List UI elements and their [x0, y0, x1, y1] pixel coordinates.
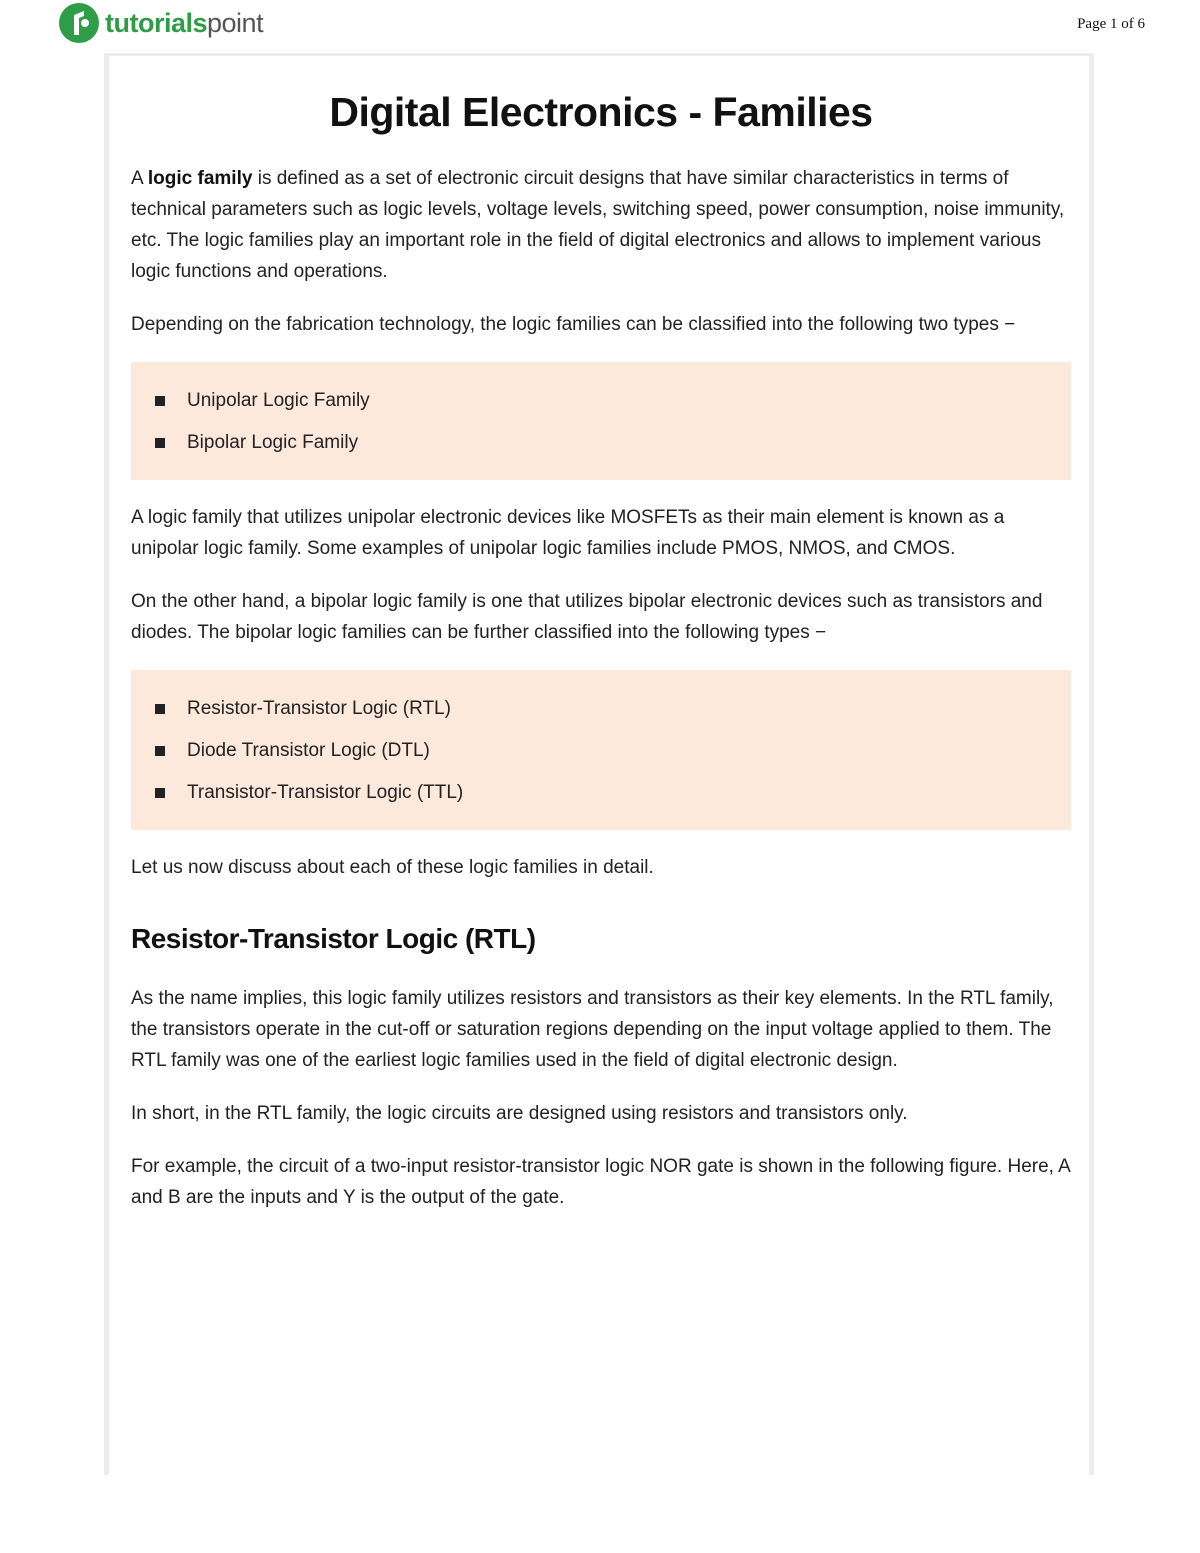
list-item [155, 772, 1071, 814]
rtl-paragraph-2: In short, in the RTL family, the logic circuits are designed using resistors and transistors only. [131, 1103, 908, 1124]
types-list-box [131, 362, 1071, 480]
rtl-paragraph-3: For example, the circuit of a two-input resistor-transistor logic NOR gate is shown in the following figure. Here, A and B are the inputs and Y is the output of the gate. [131, 1156, 1070, 1208]
page-number: Page 1 of 6 [1077, 16, 1145, 32]
types-list [155, 380, 1071, 464]
list-item-label: Diode Transistor Logic (DTL) [187, 740, 430, 761]
intro-rest: is defined as a set of electronic circuit designs that have similar characteristics in terms of technical parameters such as logic levels, voltage levels, switching speed, power consumption, noise immunity, etc. The logic families play an important role in the field of digital electronics and allows to implement various logic functions and operations. [131, 168, 1065, 282]
unipolar-paragraph: A logic family that utilizes unipolar electronic devices like MOSFETs as their main element is known as a unipolar logic family. Some examples of unipolar logic families include PMOS, NMOS, and CMOS. [131, 507, 1005, 559]
square-bullet-icon [155, 396, 165, 406]
tutorialspoint-logo[interactable] [58, 2, 263, 44]
square-bullet-icon [155, 704, 165, 714]
article-title: Digital Electronics - Families [329, 89, 873, 135]
square-bullet-icon [155, 746, 165, 756]
rtl-heading: Resistor-Transistor Logic (RTL) [131, 923, 536, 954]
bipolar-paragraph: On the other hand, a bipolar logic family is one that utilizes bipolar electronic devices such as transistors and diodes. The bipolar logic families can be further classified into the following types − [131, 591, 1043, 643]
list-item-label: Bipolar Logic Family [187, 432, 359, 453]
logo-mark-icon [58, 2, 100, 44]
list-item-label: Resistor-Transistor Logic (RTL) [187, 698, 451, 719]
list-item [155, 688, 1071, 730]
list-item-label: Unipolar Logic Family [187, 390, 370, 411]
article-content [131, 56, 1071, 1213]
list-item [155, 730, 1071, 772]
classification-paragraph: Depending on the fabrication technology, the logic families can be classified into the following two types − [131, 314, 1016, 335]
rtl-paragraph-1: As the name implies, this logic family utilizes resistors and transistors as their key elements. In the RTL family, the transistors operate in the cut-off or saturation regions depending on the input voltage applied to them. The RTL family was one of the earliest logic families used in the field of digital electronic design. [131, 988, 1054, 1071]
list-item-label: Transistor-Transistor Logic (TTL) [187, 782, 464, 803]
bipolar-list [155, 688, 1071, 814]
bipolar-list-box [131, 670, 1071, 830]
intro-paragraph [131, 163, 1071, 287]
logo-text-part2: point [207, 7, 264, 38]
intro-prefix: A [131, 168, 148, 189]
intro-term: logic family [147, 168, 253, 189]
logo-text [105, 8, 263, 39]
square-bullet-icon [155, 788, 165, 798]
page-header [0, 0, 1200, 50]
list-item [155, 422, 1071, 464]
square-bullet-icon [155, 438, 165, 448]
logo-text-part1: tutorials [105, 7, 208, 38]
article-card [104, 53, 1094, 1475]
list-item [155, 380, 1071, 422]
discuss-paragraph: Let us now discuss about each of these logic families in detail. [131, 857, 654, 878]
